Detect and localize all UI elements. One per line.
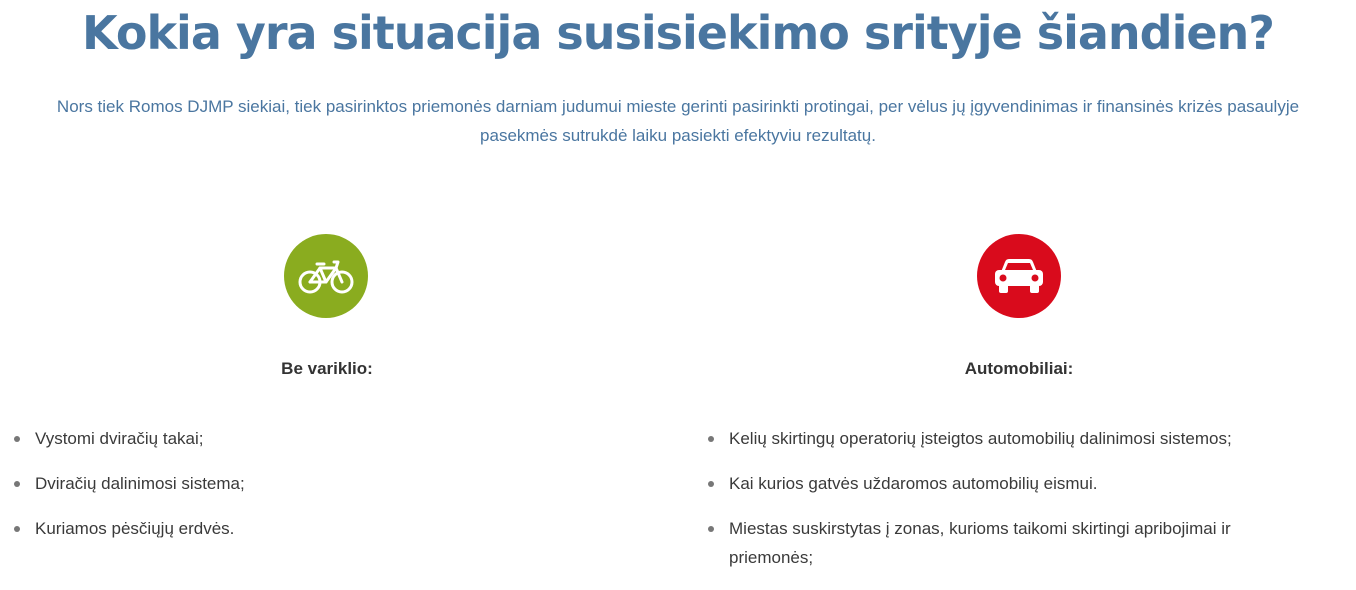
list-cars (694, 424, 1294, 588)
bullet-icon (708, 481, 714, 487)
list-non-motorized (0, 424, 640, 559)
bullet-icon (14, 481, 20, 487)
list-item-text: Miestas suskirstytas į zonas, kurioms taikomi skirtingi apribojimai ir priemonės; (729, 519, 1231, 567)
list-item-text: Kuriamos pėsčiųjų erdvės. (35, 519, 235, 538)
list-item-text: Vystomi dviračių takai; (35, 429, 204, 448)
bullet-icon (14, 436, 20, 442)
intro-paragraph (0, 92, 1356, 150)
intro-line-1: Nors tiek Romos DJMP siekiai, tiek pasirinktos priemonės darniam judumui mieste gerinti pasirinkti protingai, per vėlus jų įgyvendinimas ir finansinės krizės pasaulyje (56, 97, 1300, 116)
bullet-icon (708, 526, 714, 532)
heading-non-motorized: Be variklio: (281, 359, 373, 378)
list-item (0, 424, 640, 453)
list-item (694, 424, 1294, 453)
car-icon (993, 256, 1045, 296)
page-title: Kokia yra situacija susisiekimo srityje šiandien? (82, 6, 1274, 60)
list-item-text: Kelių skirtingų operatorių įsteigtos automobilių dalinimosi sistemos; (729, 429, 1232, 448)
bullet-icon (708, 436, 714, 442)
list-item (0, 469, 640, 498)
intro-line-2: pasekmės sutrukdė laiku pasiekti efektyviu rezultatų. (480, 126, 876, 145)
bullet-icon (14, 526, 20, 532)
bicycle-icon-circle (284, 234, 368, 318)
car-icon-circle (977, 234, 1061, 318)
list-item (694, 514, 1294, 572)
list-item-text: Dviračių dalinimosi sistema; (35, 474, 245, 493)
list-item (694, 469, 1294, 498)
bicycle-icon (296, 256, 356, 296)
list-item (0, 514, 640, 543)
heading-cars: Automobiliai: (964, 359, 1074, 378)
list-item-text: Kai kurios gatvės uždaromos automobilių eismui. (729, 474, 1098, 493)
